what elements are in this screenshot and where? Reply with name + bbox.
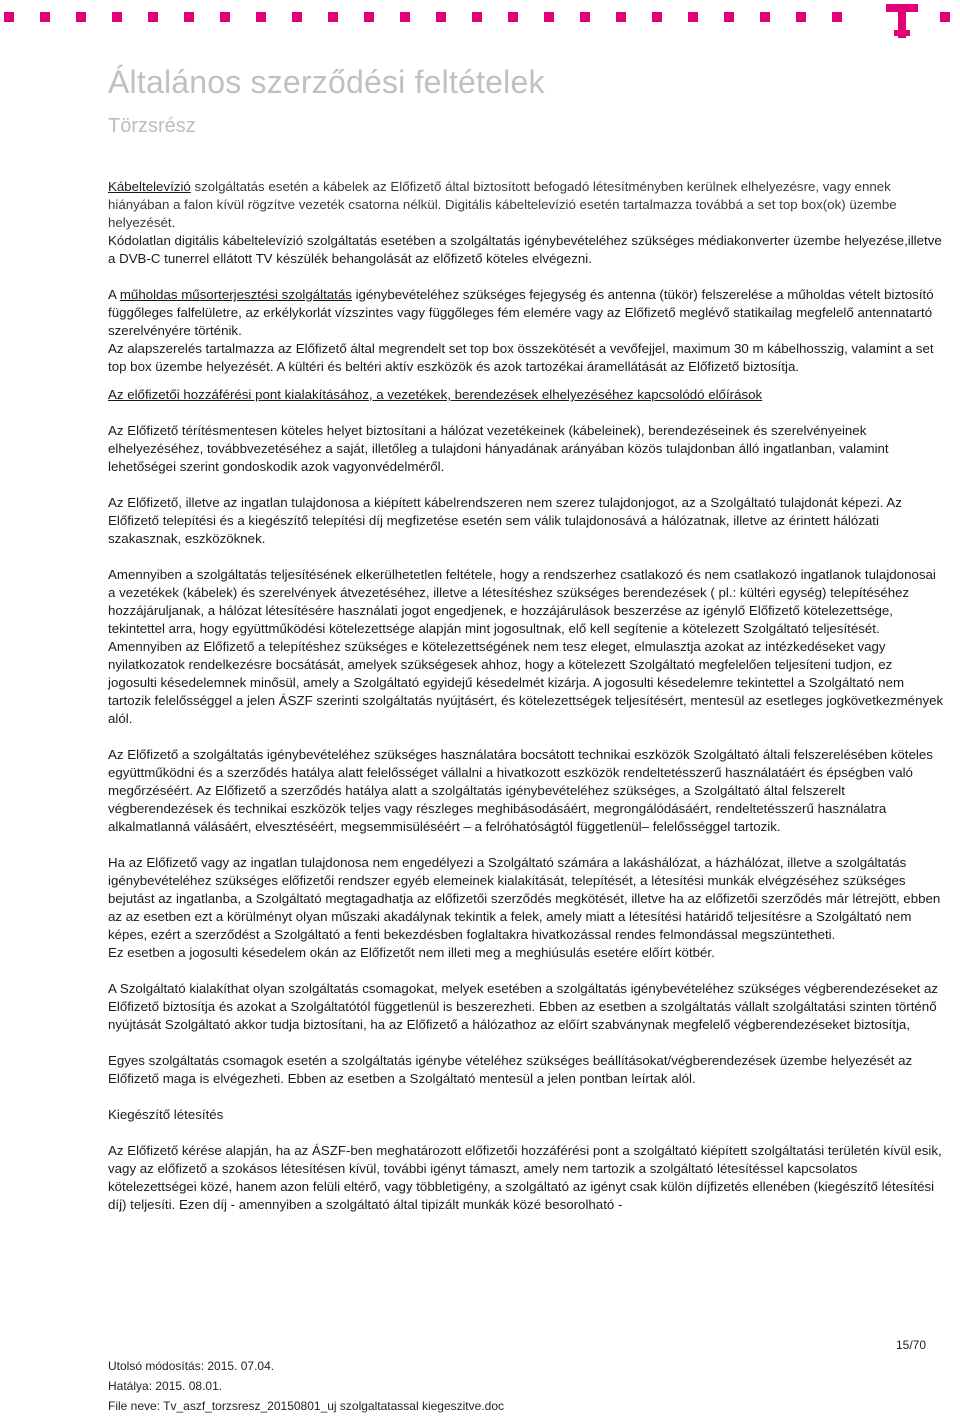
footer-effective: Hatálya: 2015. 08.01. xyxy=(108,1379,223,1393)
brand-dot xyxy=(184,12,194,22)
paragraph-access-refusal: Ha az Előfizető vagy az ingatlan tulajdonosa nem engedélyezi a Szolgáltató számára a lakáshálózat, a házhálózat, illetve a szolgáltatás igénybevételéhez szükséges előfizetői rendszer egyéb elemeinek kialakítását, telepítését, a létesítési munkák elvégzéséhez szükséges bejutást az ingatlanba, a Szolgáltató megtagadhatja az előfizetői szerződés megkötését, illetve ha az előfizetői szerződés már létrejött, ebben az az esetben ezt a körülményt olyan műszaki akadálynak tekintik a felek, amely miatt a létesítési határidő teljesítésre a Szolgáltató nem képes, ezért a szerződést a Szolgáltató a fenti bekezdésben foglaltakra hivatkozással rendes felmondással megszüntetheti. xyxy=(108,855,941,942)
paragraph-equipment-care: Az Előfizető a szolgáltatás igénybevételéhez szükséges használatára bocsátott technikai eszközök Szolgáltató általi felszerelésében köteles együttműködni és a szerződés hatálya alatt felelősséget vállalni a hivatkozott eszközök rendeltetésszerű használatáért és épségben való megőrzéséért. Az Előfizető a szerződés hatálya alatt a szolgáltatás igénybevételéhez szükséges, a Szolgáltató által felszerelt végberendezések és technikai eszközök teljes vagy részleges meghibásodásáért, megrongálódásáért, rendeltetésszerű használatra alkalmatlanná válásáért, elvesztéséért, megsemmisüléséért – a felróhatóságtól függetlenül– felelősséggel tartozik. xyxy=(108,747,933,834)
paragraph-ownership: Az Előfizető, illetve az ingatlan tulajdonosa a kiépített kábelrendszeren nem szerez tulajdonjogot, az a Szolgáltató tulajdonát képezi. Az Előfizető telepítési és a kiegészítő telepítési díj megfizetése esetén sem válik tulajdonosává a hálózatnak, illetve az érintett hálózati szakasznak, eszközöknek. xyxy=(108,495,902,546)
brand-dot xyxy=(580,12,590,22)
brand-dot xyxy=(940,12,950,22)
term-satellite: műholdas műsorterjesztési szolgáltatás xyxy=(119,287,352,302)
brand-dot xyxy=(328,12,338,22)
brand-dot xyxy=(760,12,770,22)
paragraph-satellite xyxy=(108,286,944,340)
brand-dot xyxy=(436,12,446,22)
paragraph-basic-installation: Az alapszerelés tartalmazza az Előfizető által megrendelt set top box összekötését a vevőfejjel, maximum 30 m kábelhosszig, valamint a set top box üzembe helyezését. A kültéri és beltéri aktív eszközök és azok tartozékai áramellátását az Előfizető biztosítja. xyxy=(108,341,934,374)
brand-dot xyxy=(472,12,482,22)
brand-dot xyxy=(292,12,302,22)
brand-dot xyxy=(832,12,842,22)
brand-dot xyxy=(364,12,374,22)
brand-dot xyxy=(220,12,230,22)
brand-dot xyxy=(508,12,518,22)
subsection-title: Kiegészítő létesítés xyxy=(108,1107,224,1122)
brand-dot xyxy=(256,12,266,22)
paragraph-service-packages: A Szolgáltató kialakíthat olyan szolgáltatás csomagokat, melyek esetében a szolgáltatás igénybevételéhez szükséges végberendezéseket az Előfizető biztosítja és azokat a Szolgáltatótól függetlenül is beszerezheti. Ebben az esetben a szolgáltatás vállalt szolgáltatási szinten történő nyújtását Szolgáltató akkor tudja biztosítani, ha az Előfizető a hálózathoz az előírt szabványnak megfelelő végberendezéseket biztosítja, xyxy=(108,981,939,1032)
telekom-t-logo-icon xyxy=(880,0,924,42)
paragraph-self-setup: Egyes szolgáltatás csomagok esetén a szolgáltatás igénybe vételéhez szükséges beállításokat/végberendezések üzembe helyezését az Előfizető maga is elvégezheti. Ebben az esetben a Szolgáltató mentesül a jelen pontban leírtak alól. xyxy=(108,1053,913,1086)
section-heading: Az előfizetői hozzáférési pont kialakításához, a vezetékek, berendezések elhelyezéséhez kapcsolódó előírások xyxy=(108,387,763,402)
term-cable-tv: Kábeltelevízió xyxy=(108,179,191,194)
page-number: 15/70 xyxy=(896,1338,927,1352)
brand-dot xyxy=(76,12,86,22)
paragraph-space-provision: Az Előfizető térítésmentesen köteles helyet biztosítani a hálózat vezetékeinek (kábeleinek), berendezéseinek és szerelvényeinek elhelyezéséhez, továbbvezetéséhez a saját, illetőleg a tulajdoni hányadának arányában közös tulajdonban álló ingatlanban, valamint lehetőségei szerint gondoskodik azok vagyonvédelméről. xyxy=(108,423,889,474)
paragraph-unencoded-digital: Kódolatlan digitális kábeltelevízió szolgáltatás esetében a szolgáltatás igénybevételéhez szükséges médiakonverter üzembe helyezése,illetve a DVB-C tunerrel ellátott TV készülék behangolását az előfizető köteles elvégezni. xyxy=(108,233,942,266)
paragraph-cable-tv xyxy=(108,178,944,232)
brand-dot xyxy=(4,12,14,22)
footer-modified: Utolsó módosítás: 2015. 07.04. xyxy=(108,1359,275,1373)
brand-dot xyxy=(652,12,662,22)
brand-dot xyxy=(724,12,734,22)
paragraph-text: igénybevételéhez szükséges fejegység és antenna (tükör) felszerelése a műholdas vételt biztosító függőleges falfelületre, az erkélykorlát vízszintes vagy függőleges fém elemére vagy az Előfizető meglévő statikailag megfelelő antennatartó szerelvényére történik. xyxy=(108,287,934,338)
brand-dot xyxy=(148,12,158,22)
brand-dot xyxy=(112,12,122,22)
paragraph-text: A xyxy=(108,287,120,302)
brand-dot xyxy=(796,12,806,22)
brand-dot xyxy=(400,12,410,22)
page-title: Általános szerződési feltételek xyxy=(108,64,545,100)
paragraph-consents: Amennyiben a szolgáltatás teljesítésének elkerülhetetlen feltétele, hogy a rendszerhez csatlakozó és nem csatlakozó ingatlanok tulajdonosai a vezetékek (kábelek) és szerelvények átvezetéséhez, illetve a létesítéshez szükséges berendezések ( pl.: kültéri egység) telepítéséhez hozzájáruljanak, a hálózat létesítésére használati jogot engedjenek, e hozzájárulások beszerzése az igénylő Előfizető kötelezettsége, tekintettel arra, hogy együttműködési kötelezettsége alapján mint jogosultnak, elő kell segítenie a kötelezett Szolgáltató teljesítését. Amennyiben az Előfizető a telepítéshez szükséges e kötelezettségének nem tesz eleget, elmulasztja azokat az intézkedéseket vagy nyilatkozatok rendelkezésre bocsátását, amelyek szükségesek ahhoz, hogy a kötelezett Szolgáltató megfelelően teljesíteni tudjon, ez jogosulti késedelemnek minősül, amely a Szolgáltató egyidejű késedelmét kizárja. A jogosulti késedelemre tekintettel a Szolgáltató nem tartozik felelősséggel a jelen ÁSZF szerinti szolgáltatás nyújtásért, és kötelezettségek teljesítésért, mentesül az esetleges jogkövetkezmények alól. xyxy=(108,567,944,726)
paragraph-supplementary: Az Előfizető kérése alapján, ha az ÁSZF-ben meghatározott előfizetői hozzáférési pont a szolgáltató kiépített szolgáltatási területén kívül esik, vagy az előfizető a szokásos létesítésen kívül, további igényt támaszt, amely nem tartozik a szolgáltató létesítéssel kapcsolatos kötelezettségei közé, hanem azon felüli eltérő, vagy többletigény, a szolgáltató az igényt csak külön díjfizetés ellenében (kiegészítő létesítési díj) teljesíti. Ezen díj - amennyiben a szolgáltató által tipizált munkák közé besorolható - xyxy=(108,1143,942,1212)
paragraph-text: szolgáltatás esetén a kábelek az Előfizető által biztosított befogadó létesítményben kerülnek elhelyezésre, vagy ennek hiányában a falon kívül rögzítve vezeték csatorna nélkül. Digitális kábeltelevízió esetén tartalmazza továbbá a set top box(ok) üzembe helyezését. xyxy=(108,179,897,230)
brand-dot xyxy=(40,12,50,22)
paragraph-penalty: Ez esetben a jogosulti késedelem okán az Előfizetőt nem illeti meg a meghiúsulás esetére előírt kötbér. xyxy=(108,945,715,960)
footer-filename: File neve: Tv_aszf_torzsresz_20150801_uj szolgaltatassal kiegeszitve.doc xyxy=(108,1399,504,1413)
brand-dot xyxy=(544,12,554,22)
document-body xyxy=(108,178,944,1214)
brand-dots-row xyxy=(0,12,960,24)
page-subtitle: Törzsrész xyxy=(108,115,196,137)
brand-dot xyxy=(688,12,698,22)
document-footer xyxy=(108,1356,504,1416)
brand-dot xyxy=(616,12,626,22)
